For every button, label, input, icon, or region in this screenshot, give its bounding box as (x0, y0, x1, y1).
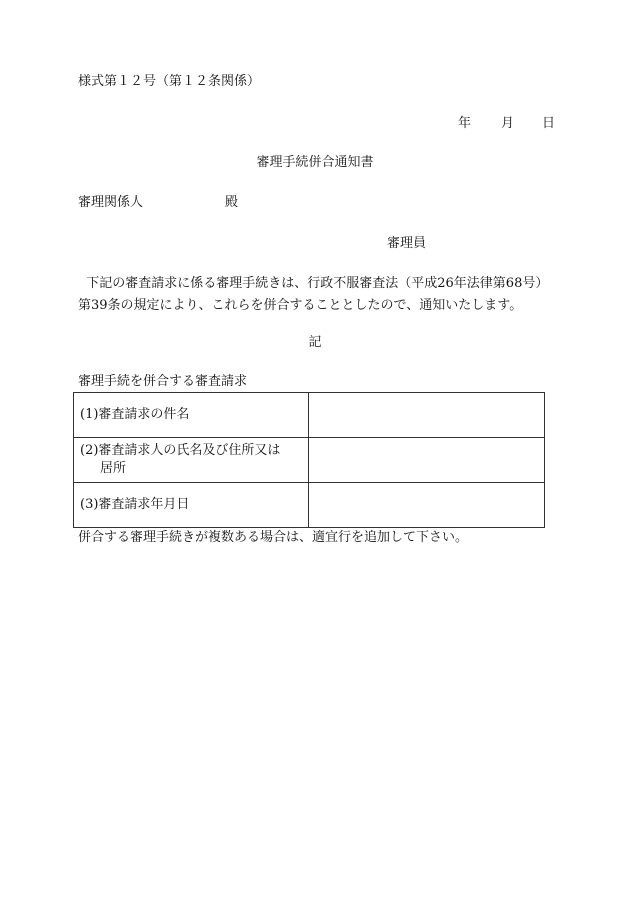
table-row (74, 438, 545, 483)
footnote: 併合する審理手続きが複数ある場合は、適宜行を追加して下さい。 (78, 530, 469, 545)
body-line-1: 下記の審査請求に係る審理手続きは、行政不服審査法（平成26年法律第68号） (86, 276, 549, 291)
body-text (78, 273, 558, 317)
table-row (74, 483, 545, 528)
addressee-label: 審理関係人 (78, 195, 144, 210)
date-year: 年 (458, 116, 472, 131)
body-line-2: 第39条の規定により、これらを併合することとしたので、通知いたします。 (78, 298, 523, 313)
sender-label: 審理員 (387, 236, 427, 251)
row-value-cell[interactable] (309, 393, 545, 438)
document-title: 審理手続併合通知書 (256, 155, 374, 170)
date-month: 月 (501, 116, 515, 131)
row-value-cell[interactable] (309, 483, 545, 528)
table-caption: 審理手続を併合する審査請求 (78, 374, 248, 389)
row-label: (1)審査請求の件名 (74, 393, 309, 438)
ki-heading: 記 (308, 335, 322, 350)
row-label: (2)審査請求人の氏名及び住所又は 居所 (74, 438, 309, 483)
addressee-honorific: 殿 (225, 195, 239, 210)
row-value-cell[interactable] (309, 438, 545, 483)
table-row (74, 393, 545, 438)
date-day: 日 (542, 116, 556, 131)
form-number: 様式第１２号（第１２条関係） (78, 74, 261, 89)
date-line (458, 116, 555, 132)
row-label: (3)審査請求年月日 (74, 483, 309, 528)
request-table (73, 392, 545, 528)
